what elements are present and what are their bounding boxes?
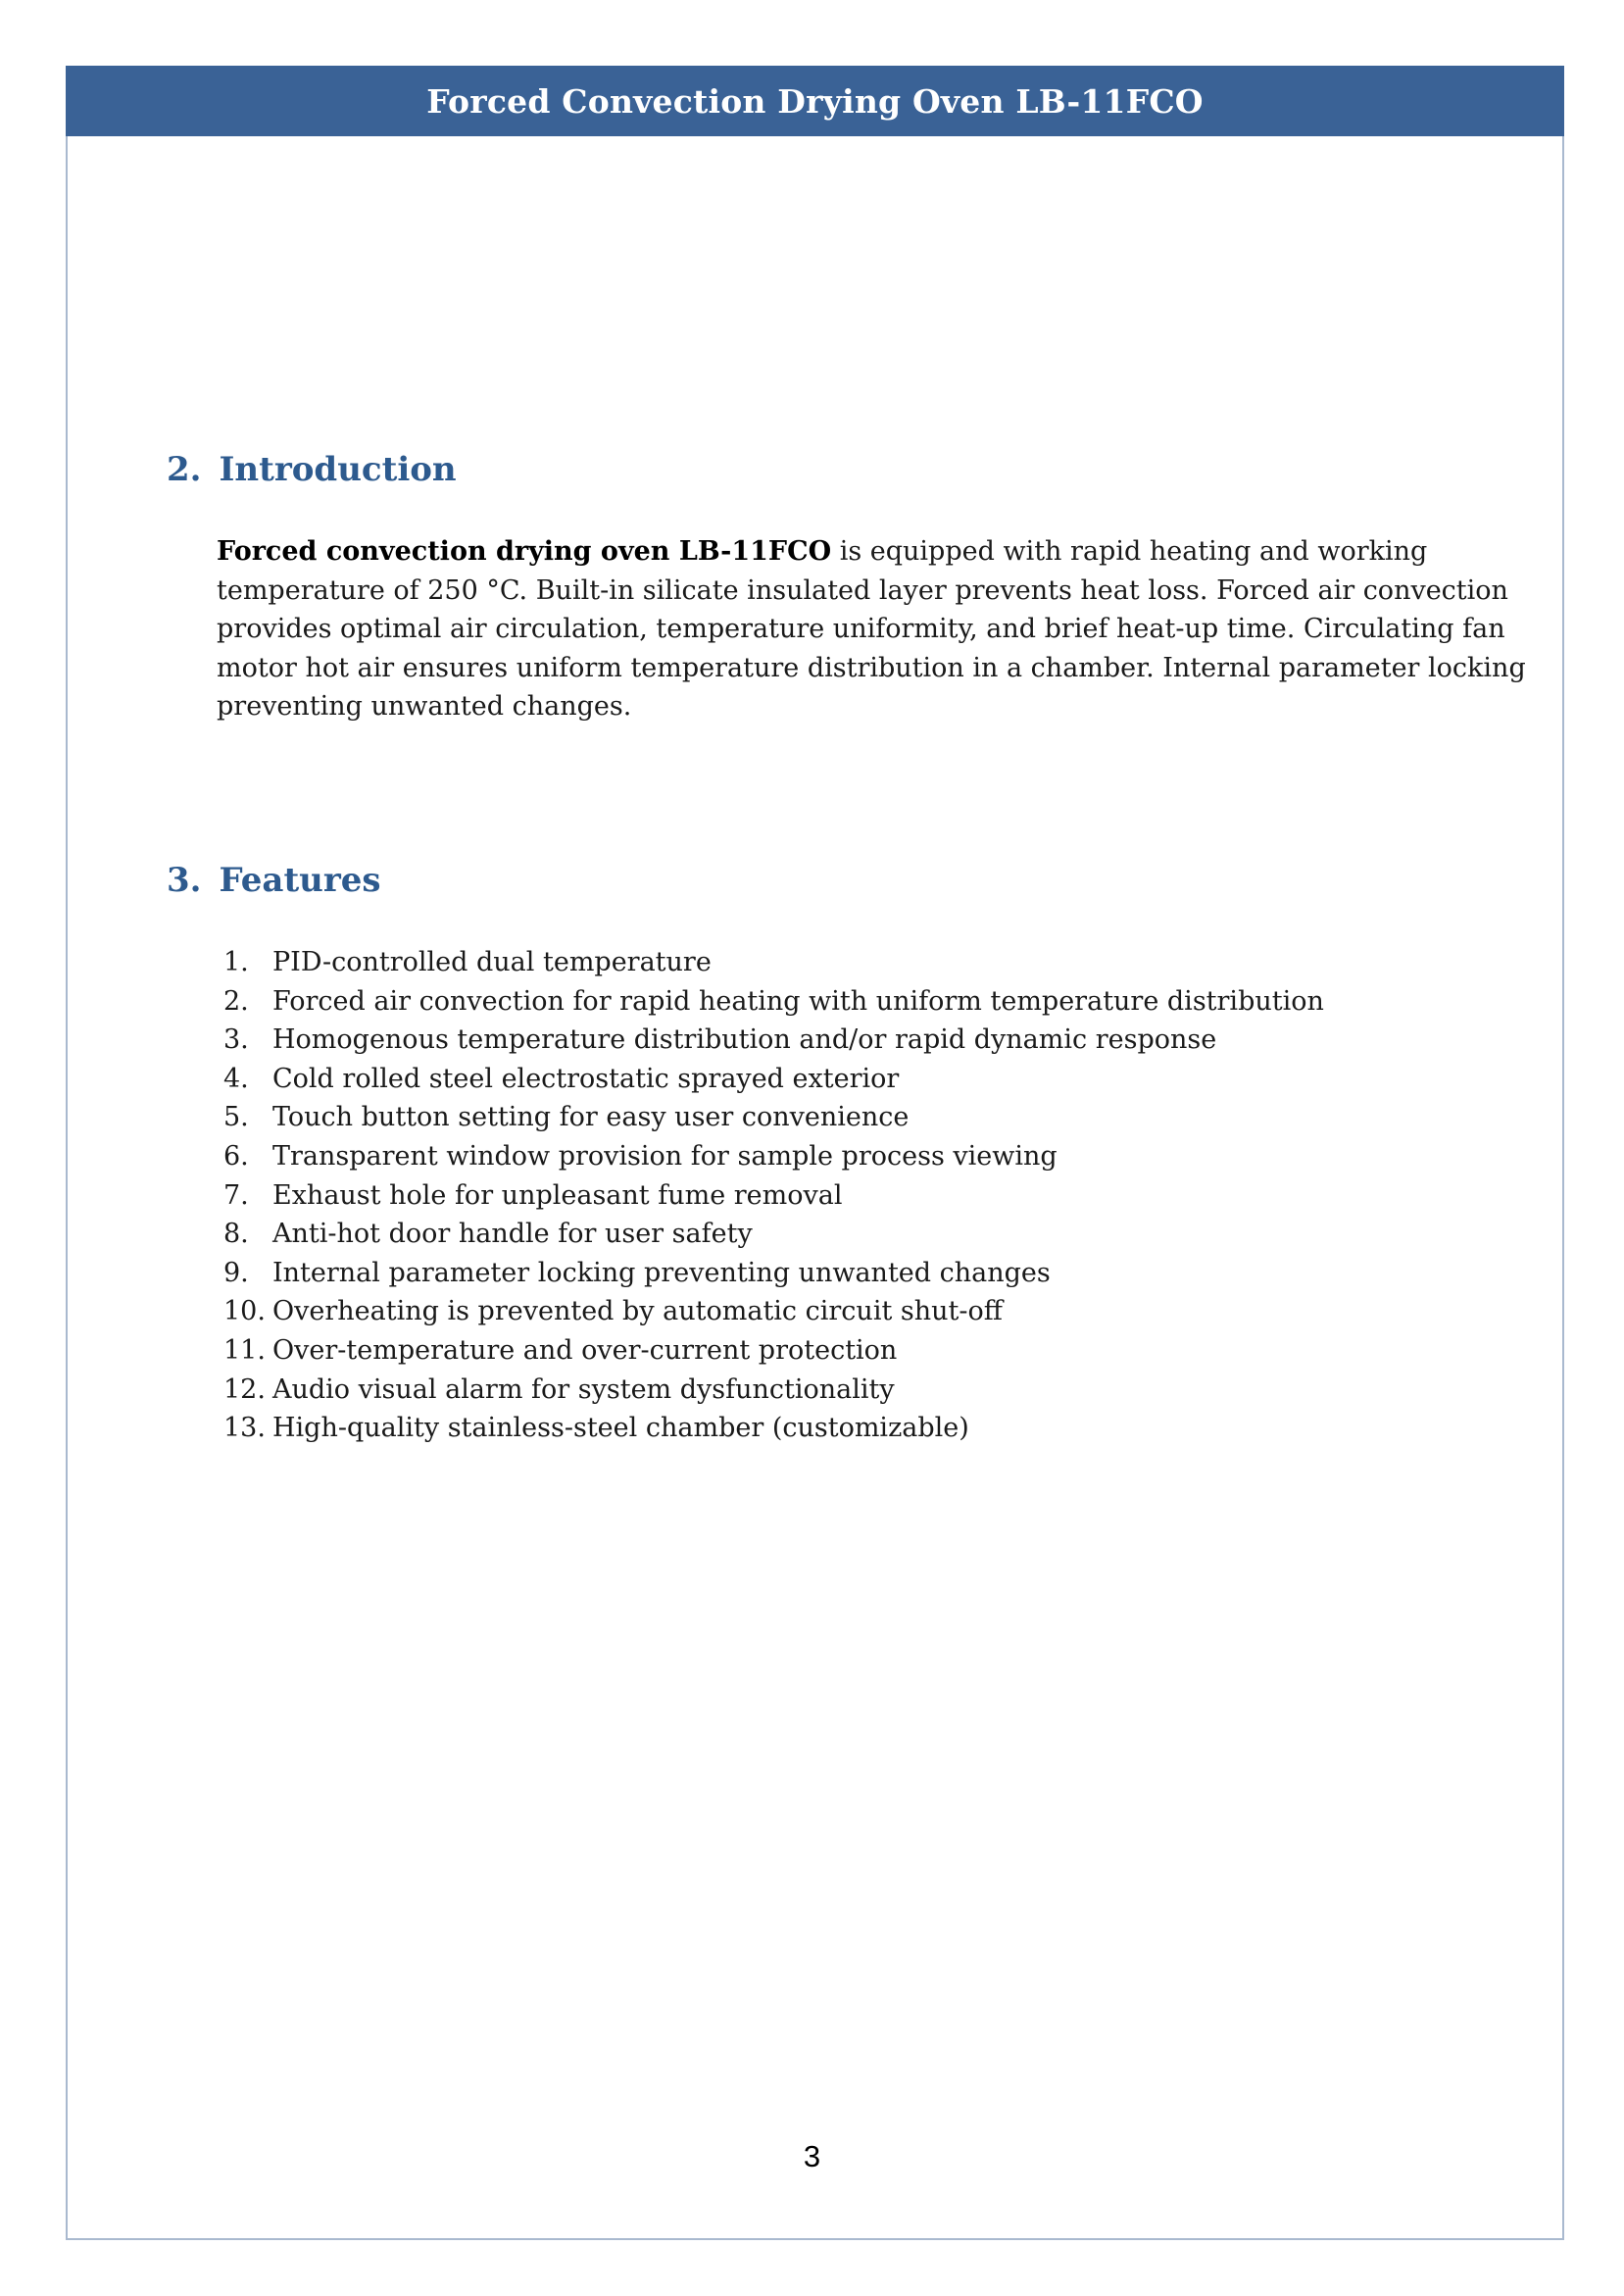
feature-text: Internal parameter locking preventing unwanted changes (272, 1257, 1051, 1288)
feature-item (223, 1137, 1498, 1176)
introduction-lead-bold: Forced convection drying oven LB-11FCO (217, 536, 832, 567)
feature-number: 6. (223, 1140, 249, 1172)
document-title: Forced Convection Drying Oven LB-11FCO (426, 81, 1204, 121)
introduction-paragraph (217, 532, 1559, 726)
features-section-number: 3. (167, 861, 202, 900)
feature-text: Audio visual alarm for system dysfunctionality (272, 1373, 895, 1405)
introduction-body: is equipped with rapid heating and working temperature of 250 °C. Built-in silicate insulated layer prevents heat loss. Forced air convection provides optimal air circulation, temperature uniformity, and brief heat-up time. Circulating fan motor hot air ensures uniform temperature distribution in a chamber. Internal parameter locking preventing unwanted changes. (217, 536, 1526, 723)
feature-item (223, 1021, 1498, 1060)
feature-number: 12. (223, 1373, 266, 1405)
feature-text: Anti-hot door handle for user safety (272, 1219, 753, 1250)
feature-number: 10. (223, 1296, 266, 1327)
feature-number: 2. (223, 985, 249, 1017)
feature-item (223, 982, 1498, 1022)
feature-item (223, 1292, 1498, 1331)
feature-number: 1. (223, 947, 249, 977)
feature-item (223, 1254, 1498, 1293)
feature-item (223, 1215, 1498, 1254)
feature-number: 8. (223, 1219, 249, 1250)
features-list (223, 943, 1498, 1448)
feature-item (223, 1098, 1498, 1137)
feature-item (223, 1331, 1498, 1371)
feature-text: High-quality stainless-steel chamber (customizable) (272, 1413, 969, 1444)
feature-text: Transparent window provision for sample process viewing (272, 1140, 1058, 1172)
feature-number: 3. (223, 1024, 249, 1056)
feature-text: Homogenous temperature distribution and/or rapid dynamic response (272, 1024, 1217, 1056)
feature-text: Cold rolled steel electrostatic sprayed exterior (272, 1063, 900, 1094)
feature-number: 5. (223, 1102, 249, 1133)
feature-text: Overheating is prevented by automatic circuit shut-off (272, 1296, 1003, 1327)
page-number: 3 (803, 2139, 821, 2173)
feature-number: 9. (223, 1257, 249, 1288)
feature-number: 13. (223, 1413, 266, 1444)
feature-number: 4. (223, 1063, 249, 1094)
feature-item (223, 1409, 1498, 1448)
introduction-heading (167, 450, 457, 489)
feature-item (223, 1176, 1498, 1216)
feature-text: PID-controlled dual temperature (272, 947, 712, 977)
feature-item (223, 1371, 1498, 1410)
feature-number: 7. (223, 1179, 249, 1211)
features-section-title: Features (219, 861, 381, 900)
introduction-section-number: 2. (167, 450, 202, 489)
features-heading (167, 861, 381, 900)
feature-item (223, 1060, 1498, 1099)
feature-text: Forced air convection for rapid heating with uniform temperature distribution (272, 985, 1324, 1017)
feature-text: Over-temperature and over-current protection (272, 1334, 898, 1366)
header-bar (66, 66, 1564, 136)
feature-text: Exhaust hole for unpleasant fume removal (272, 1179, 843, 1211)
feature-number: 11. (223, 1334, 266, 1366)
feature-text: Touch button setting for easy user convenience (272, 1102, 910, 1133)
introduction-section-title: Introduction (219, 450, 457, 489)
feature-item (223, 943, 1498, 982)
